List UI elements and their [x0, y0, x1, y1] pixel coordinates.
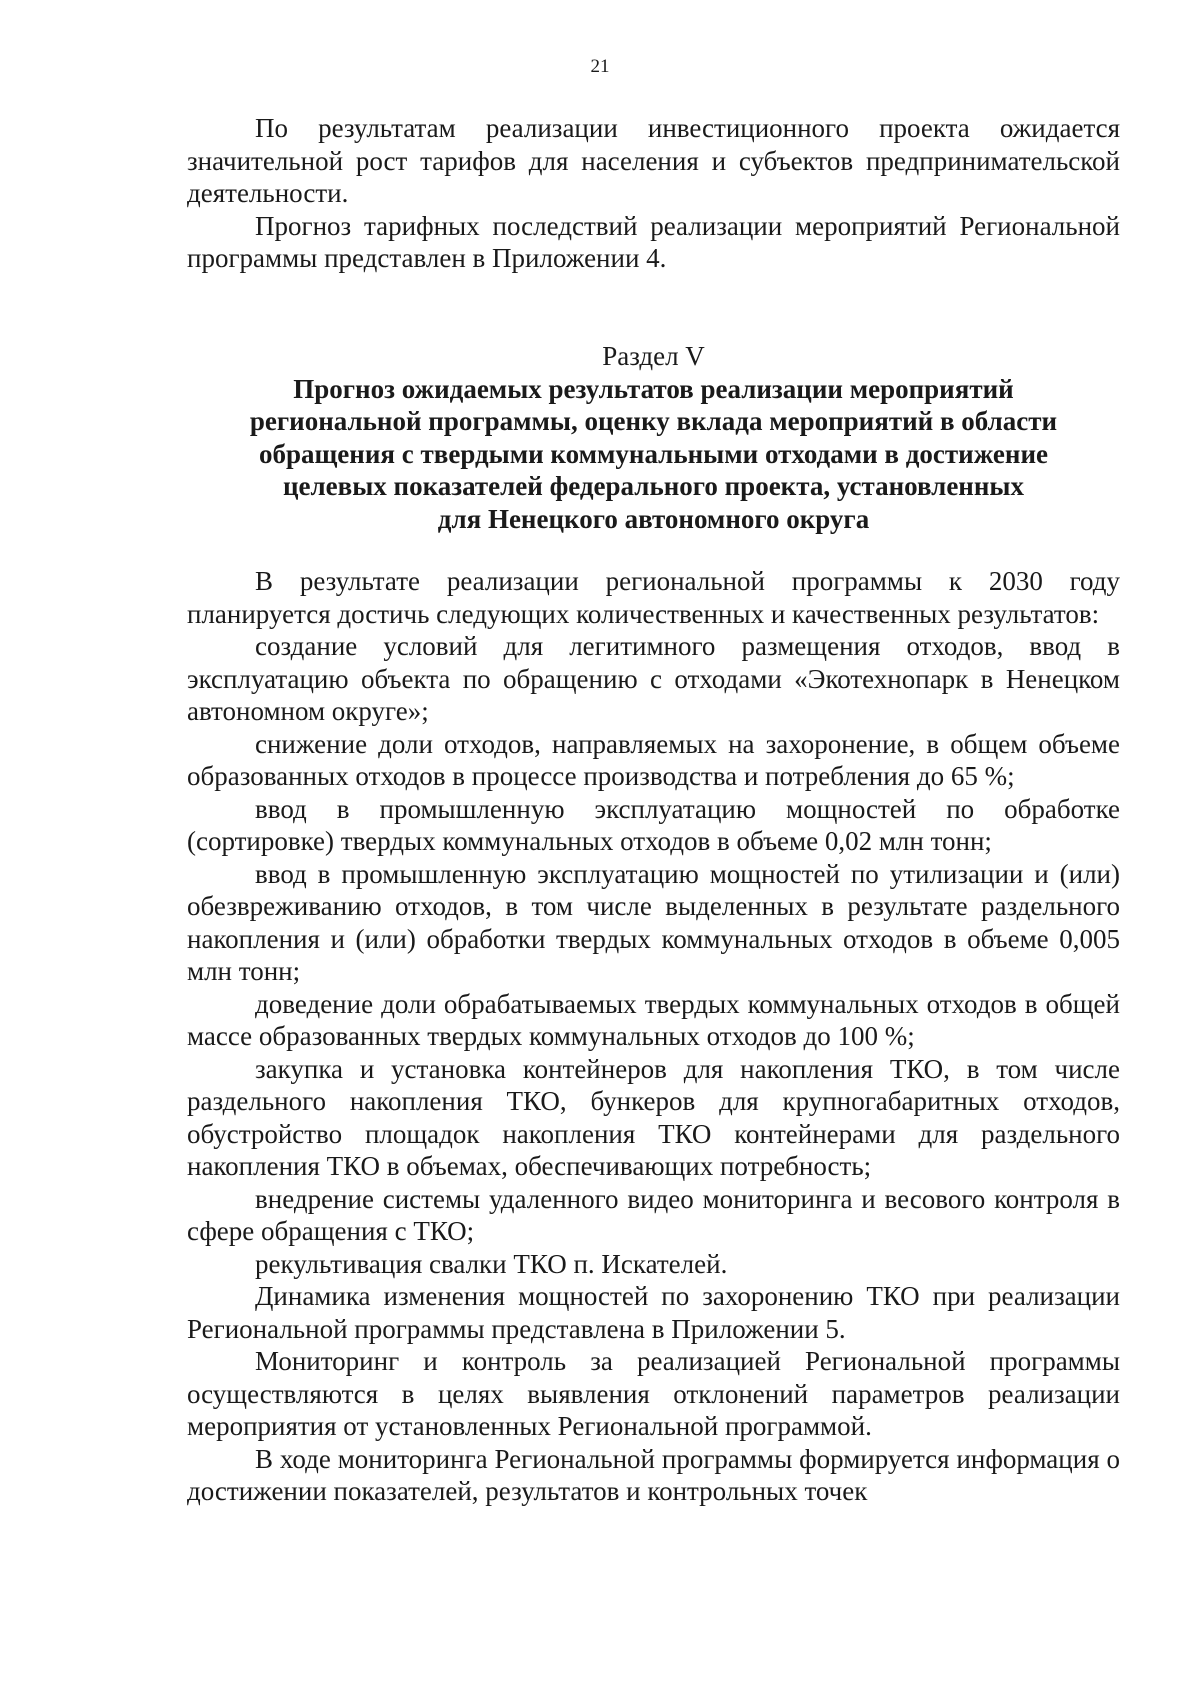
- list-item: создание условий для легитимного размещения отходов, ввод в эксплуатацию объекта по обращению с отходами «Экотехнопарк в Ненецком автономном округе»;: [187, 631, 1120, 726]
- list-item: закупка и установка контейнеров для накопления ТКО, в том числе раздельного накопления ТКО, бункеров для крупногабаритных отходов, обустройство площадок накопления ТКО контейнерами для раздельного накопления ТКО в объемах, обеспечивающих потребность;: [187, 1053, 1120, 1181]
- section-label: Раздел V: [602, 341, 705, 371]
- paragraph: По результатам реализации инвестиционного проекта ожидается значительной рост тарифов для населения и субъектов предпринимательской деятельности.: [187, 113, 1120, 208]
- list-item: ввод в промышленную эксплуатацию мощностей по обработке (сортировке) твердых коммунальных отходов в объеме 0,02 млн тонн;: [187, 793, 1120, 856]
- list-item: внедрение системы удаленного видео мониторинга и весового контроля в сфере обращения с ТКО;: [187, 1183, 1120, 1246]
- list-item: доведение доли обрабатываемых твердых коммунальных отходов в общей массе образованных твердых коммунальных отходов до 100 %;: [187, 988, 1120, 1051]
- intro-block: [187, 112, 1120, 275]
- section-title-line: Прогноз ожидаемых результатов реализации мероприятий: [293, 373, 1014, 404]
- paragraph: Прогноз тарифных последствий реализации мероприятий Региональной программы представлен в Приложении 4.: [187, 210, 1120, 273]
- list-item: рекультивация свалки ТКО п. Искателей.: [255, 1248, 728, 1279]
- paragraph: Мониторинг и контроль за реализацией Региональной программы осуществляются в целях выявления отклонений параметров реализации мероприятия от установленных Региональной программой.: [187, 1346, 1120, 1441]
- section-title-line: региональной программы, оценку вклада мероприятий в области: [249, 406, 1058, 436]
- section-title-line: обращения с твердыми коммунальными отходами в достижение: [259, 438, 1048, 469]
- page-number: 21: [590, 56, 610, 77]
- paragraph: В результате реализации региональной программы к 2030 году планируется достичь следующих количественных и качественных результатов:: [187, 566, 1120, 629]
- section-title: [187, 373, 1120, 536]
- section-heading: [187, 340, 1120, 535]
- main-text-block: [187, 565, 1120, 1508]
- list-item: снижение доли отходов, направляемых на захоронение, в общем объеме образованных отходов в процессе производства и потребления до 65 %;: [187, 728, 1120, 791]
- paragraph: Динамика изменения мощностей по захоронению ТКО при реализации Региональной программы представлена в Приложении 5.: [187, 1281, 1120, 1344]
- section-title-line: целевых показателей федерального проекта, установленных: [282, 471, 1025, 501]
- list-item: ввод в промышленную эксплуатацию мощностей по утилизации и (или) обезвреживанию отходов, в том числе выделенных в результате раздельного накопления и (или) обработки твердых коммунальных отходов в объеме 0,005 млн тонн;: [187, 858, 1120, 986]
- section-title-line: для Ненецкого автономного округа: [437, 503, 870, 534]
- paragraph: В ходе мониторинга Региональной программы формируется информация о достижении показателей, результатов и контрольных точек: [187, 1443, 1120, 1506]
